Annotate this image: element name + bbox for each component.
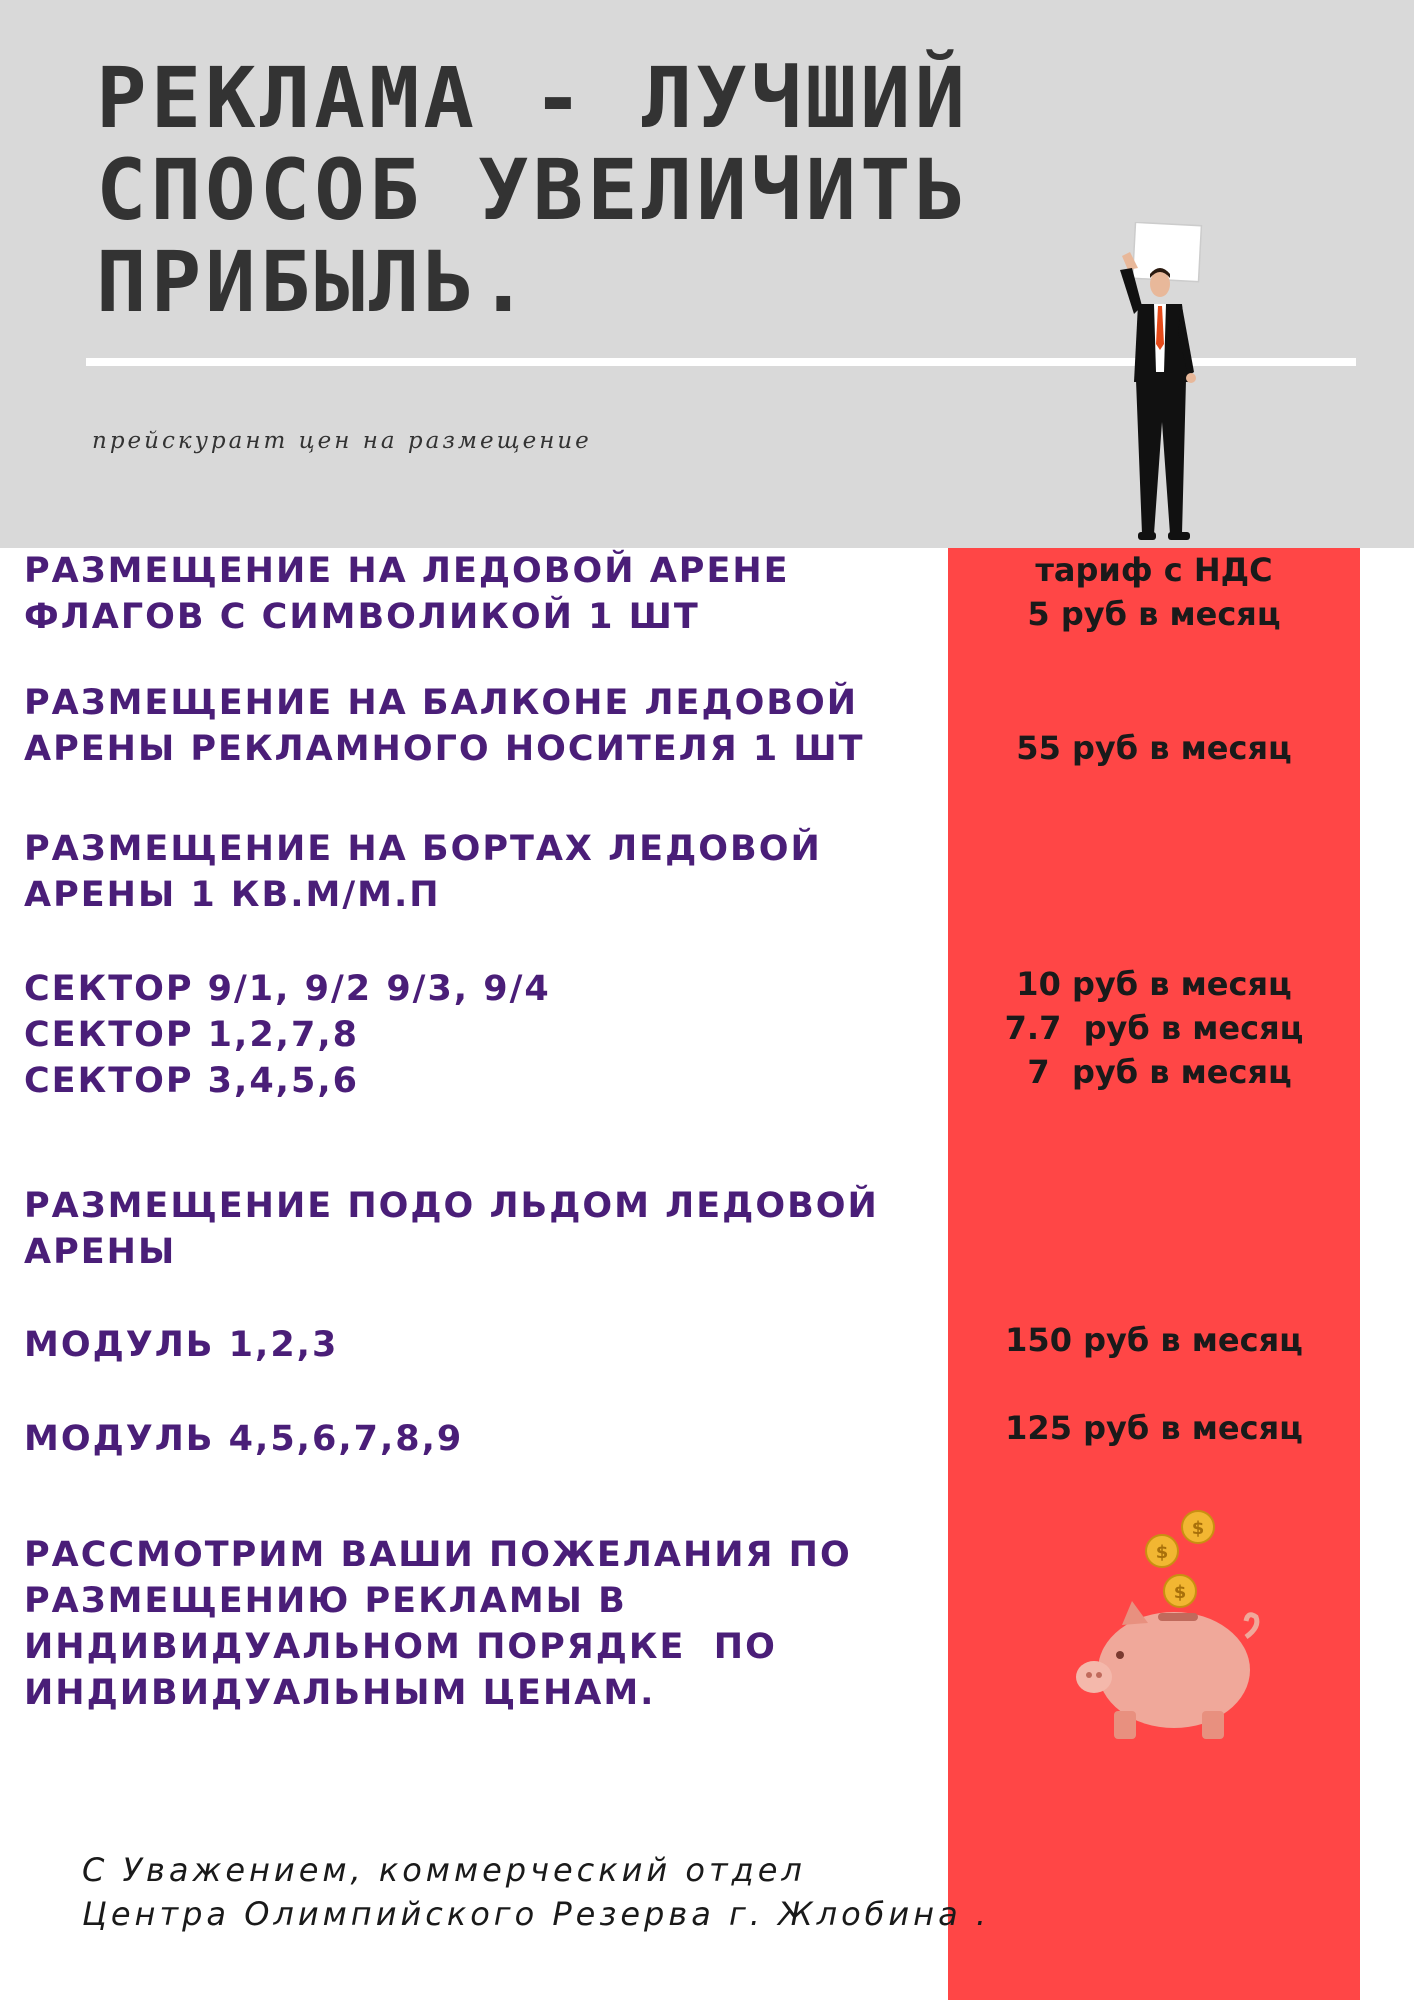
price-module-4-9: 125 руб в месяц [1005,1409,1303,1447]
item-title-individual: РАССМОТРИМ ВАШИ ПОЖЕЛАНИЯ ПО РАЗМЕЩЕНИЮ РЕКЛАМЫ В ИНДИВИДУАЛЬНОМ ПОРЯДКЕ ПО ИНДИВИДУАЛЬНЫМ ЦЕНАМ. [24,1535,852,1713]
title-line-2: СПОСОБ УВЕЛИЧИТЬ [96,141,970,239]
page-subtitle: прейскурант цен на размещение [92,428,592,454]
item-title-boards: РАЗМЕЩЕНИЕ НА БОРТАХ ЛЕДОВОЙ АРЕНЫ 1 КВ.М/М.П [24,829,822,915]
footer-line-1: С Уважением, коммерческий отдел [82,1851,806,1889]
svg-text:$: $ [1155,1542,1169,1563]
item-title-balcony: РАЗМЕЩЕНИЕ НА БАЛКОНЕ ЛЕДОВОЙ АРЕНЫ РЕКЛАМНОГО НОСИТЕЛЯ 1 ШТ [24,683,865,769]
svg-text:$: $ [1173,1582,1187,1603]
item-title-under-ice: РАЗМЕЩЕНИЕ ПОДО ЛЬДОМ ЛЕДОВОЙ АРЕНЫ [24,1186,879,1272]
title-line-3: ПРИБЫЛЬ. [96,233,533,331]
item-title-sectors: СЕКТОР 9/1, 9/2 9/3, 9/4 СЕКТОР 1,2,7,8 СЕКТОР 3,4,5,6 [24,969,551,1101]
item-title-module-4-9: МОДУЛЬ 4,5,6,7,8,9 [24,1419,464,1459]
footer-line-2: Центра Олимпийского Резерва г. Жлобина . [82,1895,991,1933]
footer-signature [82,1848,990,1936]
svg-text:$: $ [1191,1518,1205,1539]
price-balcony: 55 руб в месяц [1016,729,1292,767]
piggy-bank-coins-icon [1070,1505,1280,1745]
price-flags: тариф с НДС 5 руб в месяц [1027,551,1281,633]
title-line-1: РЕКЛАМА - ЛУЧШИЙ [96,49,970,147]
businessman-holding-sign-icon [1098,222,1208,548]
price-module-1-3: 150 руб в месяц [1005,1321,1303,1359]
page-title [96,49,1056,331]
price-sectors: 10 руб в месяц 7.7 руб в месяц 7 руб в месяц [1004,965,1304,1091]
item-title-module-1-3: МОДУЛЬ 1,2,3 [24,1325,339,1365]
item-title-flags: РАЗМЕЩЕНИЕ НА ЛЕДОВОЙ АРЕНЕ ФЛАГОВ С СИМВОЛИКОЙ 1 ШТ [24,551,790,637]
